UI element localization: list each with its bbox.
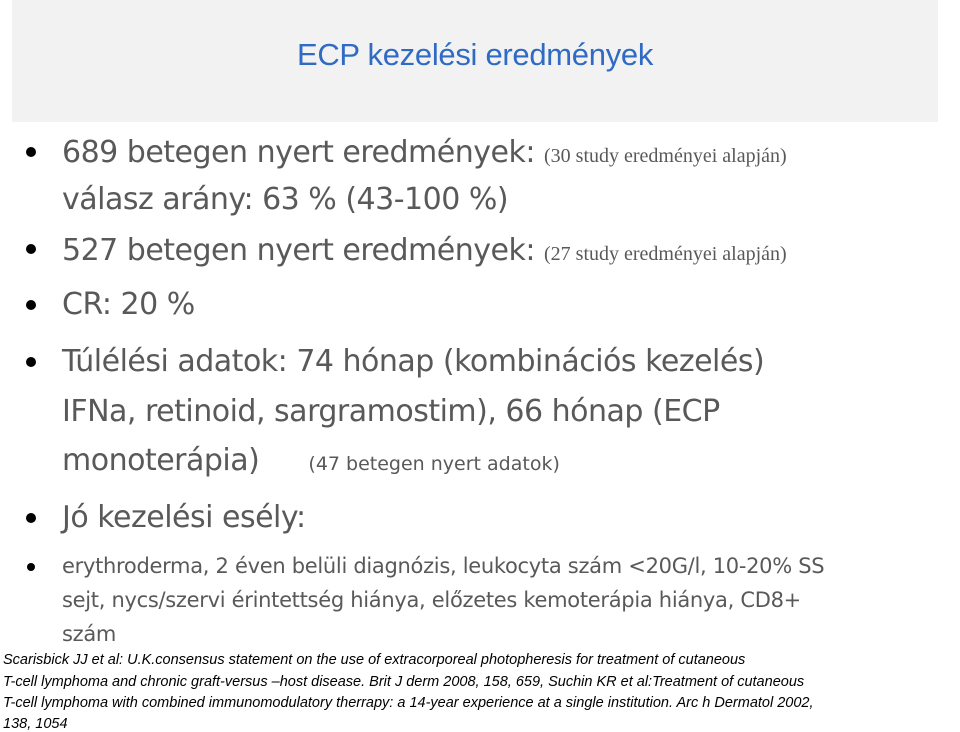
bullet-1-line2: válasz arány: 63 % (43-100 %): [62, 182, 509, 217]
bullet-3-text: CR: 20 %: [62, 287, 195, 322]
bullet-4-note: (47 betegen nyert adatok): [308, 453, 560, 475]
bullet-marker: [27, 563, 35, 571]
bullet-2-main: 527 betegen nyert eredmények:: [62, 233, 535, 268]
bullet-marker: [26, 300, 36, 310]
bullet-1-main: 689 betegen nyert eredmények:: [62, 135, 535, 170]
reference-line-2: T-cell lymphoma and chronic graft-versus –host disease. Brit J derm 2008, 158, 659, Suchin KR et al:Treatment of cutaneous: [3, 674, 805, 690]
bullet-6-line2: sejt, nycs/szervi érintettség hiánya, előzetes kemoterápia hiánya, CD8+: [62, 588, 801, 612]
bullet-4-line3-main: monoterápia): [62, 443, 260, 478]
bullet-6-line1: erythroderma, 2 éven belüli diagnózis, leukocyta szám <20G/l, 10-20% SS: [62, 554, 825, 578]
bullet-2-note: (27 study eredményei alapján): [544, 243, 787, 265]
bullet-2-text: [62, 233, 787, 268]
bullet-4-line2: IFNa, retinoid, sargramostim), 66 hónap (ECP: [62, 394, 720, 429]
slide-title: ECP kezelési eredmények: [296, 37, 654, 72]
bullet-1-text: [62, 135, 787, 170]
bullet-marker: [26, 244, 36, 254]
bullet-marker: [26, 357, 36, 367]
bullet-6-line3: szám: [62, 622, 117, 646]
bullet-4-line3: [62, 443, 560, 478]
bullet-4-line1: Túlélési adatok: 74 hónap (kombinációs kezelés): [62, 344, 765, 379]
bullet-5-text: Jó kezelési esély:: [62, 500, 306, 535]
title-bar: [12, 0, 938, 122]
reference-line-4: 138, 1054: [3, 716, 68, 732]
bullet-1-note: (30 study eredményei alapján): [544, 145, 787, 167]
reference-line-1: Scarisbick JJ et al: U.K.consensus statement on the use of extracorporeal photopheresis for treatment of cutaneous: [3, 652, 746, 668]
bullet-marker: [26, 147, 36, 157]
bullet-marker: [26, 513, 36, 523]
reference-line-3: T-cell lymphoma with combined immunomodulatory therrapy: a 14-year experience at a single institution. Arc h Dermatol 2002,: [3, 695, 814, 711]
